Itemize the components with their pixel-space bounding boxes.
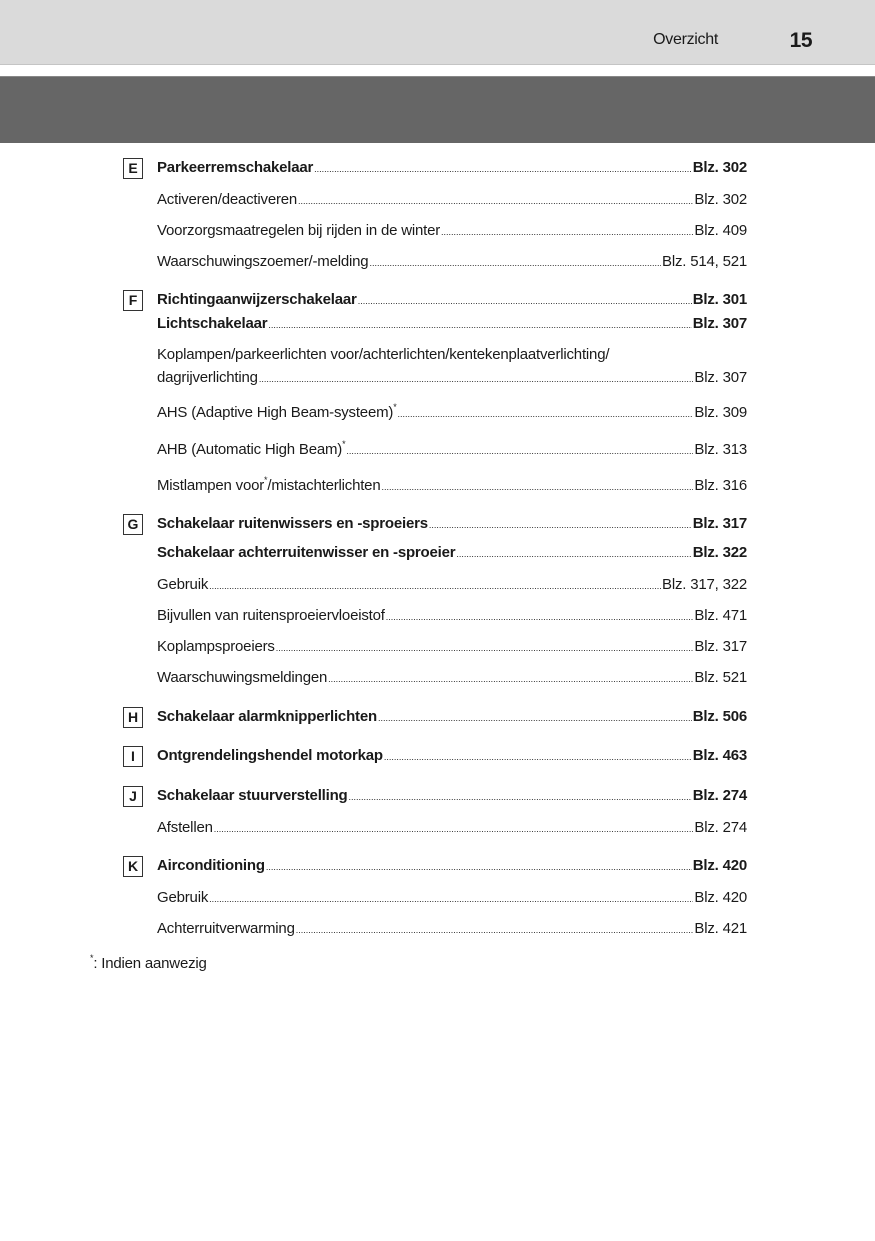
page-reference: Blz. 307 [694,369,747,386]
index-entry-main[interactable] [157,515,747,534]
entry-label: dagrijverlichting [157,369,258,386]
dot-leader [386,608,694,626]
entry-label: Activeren/deactiveren [157,191,298,208]
dot-leader [346,442,693,460]
page-reference: Blz. 313 [694,441,747,458]
dot-leader [358,292,692,310]
page-reference: Blz. 521 [694,669,747,686]
entry-label: Waarschuwingsmeldingen [157,669,328,686]
entry-text [157,191,297,209]
index-entry-sub[interactable] [157,576,747,595]
footnote-asterisk: * [342,439,346,449]
entry-label: Airconditioning [157,857,265,874]
entry-text [157,669,327,687]
entry-label: AHS (Adaptive High Beam-systeem) [157,404,394,421]
entry-text [157,253,368,271]
page-reference: Blz. 317 [694,638,747,655]
entry-label: Schakelaar ruitenwissers en -sproeiers [157,515,428,532]
page-header [0,0,875,65]
dot-leader [384,748,692,766]
index-entry-sub[interactable] [157,638,747,657]
dot-leader [209,577,661,595]
dot-leader [276,639,694,657]
index-entry-sub[interactable] [157,889,747,908]
index-entry-sub[interactable] [157,441,747,460]
entry-label: Achterruitverwarming [157,920,295,937]
entry-text [157,369,258,387]
entry-text [157,315,267,333]
index-entry-sub[interactable] [157,191,747,210]
dot-leader [369,254,661,272]
entry-text [157,159,313,177]
footnote [90,953,207,972]
entry-text [157,819,213,837]
index-entry-sub[interactable] [157,253,747,272]
section-band [0,76,875,143]
page-reference: Blz. 316 [694,477,747,494]
entry-label: Schakelaar achterruitenwisser en -sproeier [157,544,456,561]
dot-leader [209,890,693,908]
entry-label: Ontgrendelingshendel motorkap [157,747,383,764]
index-entry-main[interactable] [157,544,747,563]
item-letter-badge: I [123,746,143,767]
index-entry-sub[interactable] [157,669,747,688]
index-entry-main[interactable] [157,159,747,178]
page-reference: Blz. 274 [694,819,747,836]
index-entry-main[interactable] [157,857,747,876]
dot-leader [349,788,692,806]
index-entry-main[interactable] [157,315,747,334]
dot-leader [266,858,692,876]
index-entry-main[interactable] [157,747,747,766]
page-reference: Blz. 307 [692,315,747,332]
entry-text [157,291,357,309]
index-entry-sub[interactable] [157,369,747,388]
item-letter-badge: F [123,290,143,311]
index-entry-sub[interactable] [157,404,747,423]
index-entry-sub[interactable] [157,222,747,241]
entry-text [157,544,455,562]
footnote-mark: * [90,953,94,963]
entry-text [157,747,383,765]
page-reference: Blz. 274 [692,787,747,804]
footnote-asterisk: * [393,402,397,412]
index-entry-main[interactable] [157,708,747,727]
page-reference: Blz. 471 [694,607,747,624]
page-reference: Blz. 302 [694,191,747,208]
page-reference: Blz. 302 [692,159,747,176]
entry-text [157,920,295,938]
entry-label: Gebruik [157,576,209,593]
section-title: Overzicht [653,31,718,48]
dot-leader [298,192,693,210]
entry-label: Afstellen [157,819,213,836]
index-entry-sub[interactable] [157,819,747,838]
index-entry-sub[interactable] [157,477,747,496]
entry-text [157,477,380,495]
entry-label: Voorzorgsmaatregelen bij rijden in de winter [157,222,441,239]
entry-label: Koplampsproeiers [157,638,275,655]
footnote-asterisk: * [264,475,268,485]
dot-leader [441,223,693,241]
entry-text [157,607,385,625]
entry-text-line: Koplampen/parkeerlichten voor/achterlichten/kentekenplaatverlichting/ [157,346,610,363]
entry-label: AHB (Automatic High Beam) [157,441,343,458]
page-reference: Blz. 317, 322 [662,576,747,593]
page-reference: Blz. 309 [694,404,747,421]
item-letter-badge: K [123,856,143,877]
page-reference: Blz. 420 [692,857,747,874]
entry-text [157,222,440,240]
dot-leader [259,370,694,388]
entry-text [157,638,275,656]
page-reference: Blz. 420 [694,889,747,906]
item-letter-badge: G [123,514,143,535]
entry-label: Waarschuwingszoemer/-melding [157,253,369,270]
page-reference: Blz. 301 [692,291,747,308]
item-letter-badge: E [123,158,143,179]
page-reference: Blz. 409 [694,222,747,239]
dot-leader [456,545,691,563]
dot-leader [378,709,692,727]
entry-text [157,708,377,726]
dot-leader [296,921,694,939]
dot-leader [398,405,694,423]
entry-label: Schakelaar alarmknipperlichten [157,708,377,725]
index-entry-sub[interactable] [157,920,747,939]
entry-text [157,787,348,805]
entry-label: Gebruik [157,889,209,906]
entry-label: Schakelaar stuurverstelling [157,787,348,804]
dot-leader [268,316,691,334]
entry-label: Richtingaanwijzerschakelaar [157,291,357,308]
entry-text [157,576,208,594]
footnote-text: : Indien aanwezig [93,955,207,972]
entry-label: Parkeerremschakelaar [157,159,314,176]
dot-leader [381,478,693,496]
entry-text [157,889,208,907]
page-reference: Blz. 463 [692,747,747,764]
item-letter-badge: J [123,786,143,807]
page-number: 15 [789,29,812,52]
index-entry-sub[interactable] [157,607,747,626]
index-entry-main[interactable] [157,291,747,310]
entry-label: Lichtschakelaar [157,315,268,332]
entry-label: Bijvullen van ruitensproeiervloeistof [157,607,385,624]
entry-text [157,515,428,533]
dot-leader [214,820,694,838]
entry-label-cont: /mistachterlichten [267,477,381,494]
dot-leader [328,670,693,688]
entry-text [157,857,265,875]
dot-leader [314,160,692,178]
page-reference: Blz. 514, 521 [662,253,747,270]
page-reference: Blz. 317 [692,515,747,532]
page-reference: Blz. 421 [694,920,747,937]
entry-text [157,441,345,459]
entry-text [157,404,397,422]
dot-leader [429,516,692,534]
page-reference: Blz. 322 [692,544,747,561]
entry-label: Mistlampen voor [157,477,265,494]
page-reference: Blz. 506 [692,708,747,725]
item-letter-badge: H [123,707,143,728]
index-entry-main[interactable] [157,787,747,806]
